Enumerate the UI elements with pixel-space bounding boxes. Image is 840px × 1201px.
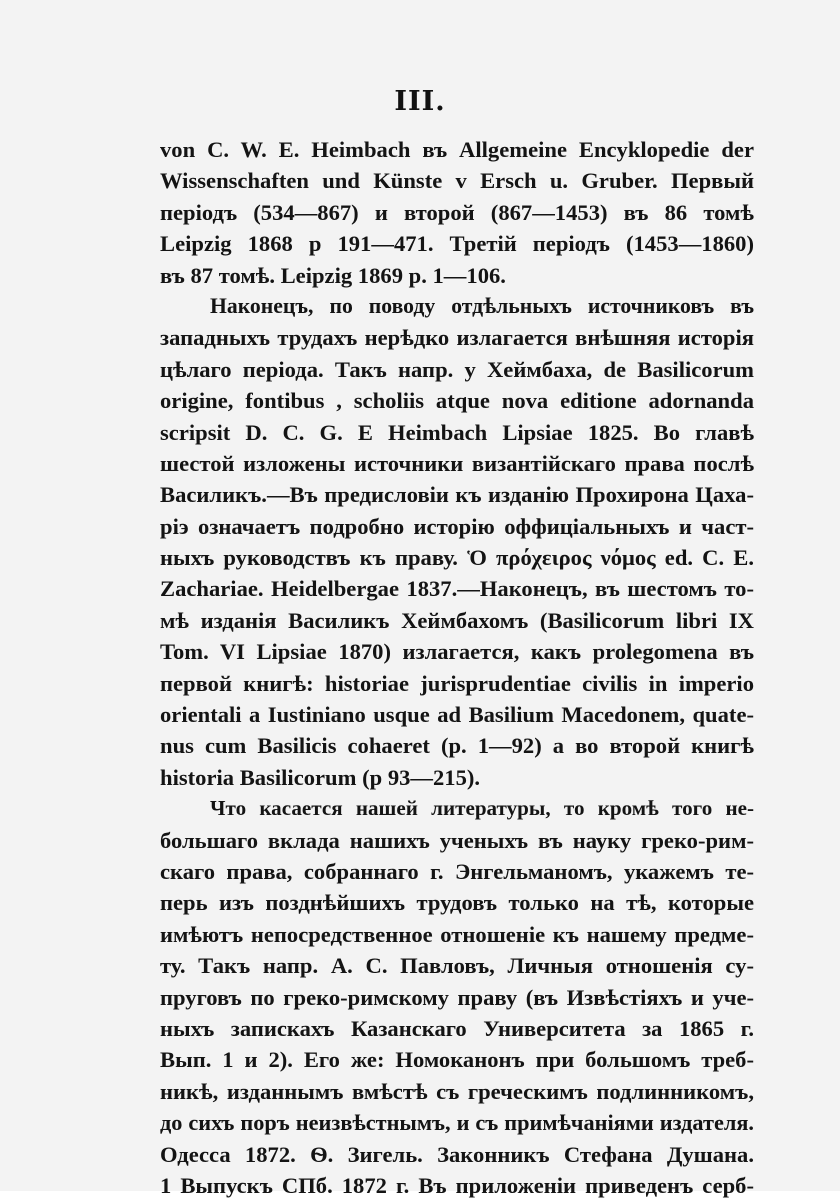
text-line: мѣ изданія Василикъ Хеймбахомъ (Basilicorum libri IX [160,607,754,633]
text-line: Wissenschaften und Künste v Ersch u. Gruber. Первый [160,168,754,194]
text-line: скаго права, собраннаго г. Энгельманомъ, укажемъ те- [160,858,754,884]
text-line: scripsit D. C. G. E Heimbach Lipsiae 1825. Во главѣ [160,419,754,445]
text-line: пруговъ по греко-римскому праву (въ Извѣстіяхъ и уче- [160,984,754,1010]
text-line: ріэ означаетъ подробно исторію оффиціальныхъ и част- [160,513,754,539]
text-line: Tom. VI Lipsiae 1870) излагается, какъ prolegomena въ [160,639,754,665]
text-line: западныхъ трудахъ нерѣдко излагается внѣшняя исторія [160,325,754,351]
text-line: Leipzig 1868 p 191—471. Третій періодъ (1453—1860) [160,231,754,257]
text-line: orientali a Iustiniano usque ad Basilium Macedonem, quate- [160,702,754,728]
page-number: III. [394,86,446,117]
text-line: Наконецъ, по поводу отдѣльныхъ источниковъ въ [210,293,754,318]
text-line: перь изъ позднѣйшихъ трудовъ только на тѣ, которые [160,890,754,916]
text-line: historia Basilicorum (p 93—215). [160,764,481,790]
text-line: ныхъ запискахъ Казанскаго Университета за 1865 г. [160,1015,754,1041]
text-line: 1 Выпускъ СПб. 1872 г. Въ приложеніи приведенъ серб- [160,1172,754,1198]
body-text [160,134,754,1201]
text-line: періодъ (534—867) и второй (867—1453) въ 86 томѣ [160,199,754,225]
text-line: origine, fontibus , scholiis atque nova editione adornanda [160,388,754,414]
text-line: ныхъ руководствъ къ праву. Ὁ πρόχειρος νόμος ed. C. E. [160,545,754,571]
text-line: Zachariae. Heidelbergae 1837.—Наконецъ, въ шестомъ то- [160,576,754,602]
text-line: до сихъ поръ неизвѣстнымъ, и съ примѣчаніями издателя. [160,1110,754,1136]
text-line: nus cum Basilicis cohaeret (p. 1—92) а во второй книгѣ [160,733,754,759]
text-line: большаго вклада нашихъ ученыхъ въ науку греко-рим- [160,827,754,853]
text-line: Одесса 1872. Ѳ. Зигель. Законникъ Стефана Душана. [160,1141,754,1167]
text-line: первой книгѣ: historiae jurisprudentiae civilis in imperio [160,670,754,696]
text-line: Что касается нашей литературы, то кромѣ того не- [210,796,754,821]
text-line: Вып. 1 и 2). Его же: Номоканонъ при большомъ треб- [160,1047,754,1073]
text-line: имѣютъ непосредственное отношеніе къ нашему предме- [160,921,754,947]
text-line: Василикъ.—Въ предисловіи къ изданію Прохирона Цаха- [160,482,754,508]
text-line: цѣлаго періода. Такъ напр. у Хеймбаха, de Basilicorum [160,356,754,382]
text-line: шестой изложены источники византійскаго права послѣ [160,450,754,476]
text-line: von C. W. E. Heimbach въ Allgemeine Encyklopedie der [160,137,754,162]
text-line: ту. Такъ напр. А. С. Павловъ, Личныя отношенія су- [160,953,754,979]
text-line: въ 87 томѣ. Leipzig 1869 p. 1—106. [160,262,506,288]
text-line: никѣ, изданнымъ вмѣстѣ съ греческимъ подлинникомъ, [160,1078,754,1104]
